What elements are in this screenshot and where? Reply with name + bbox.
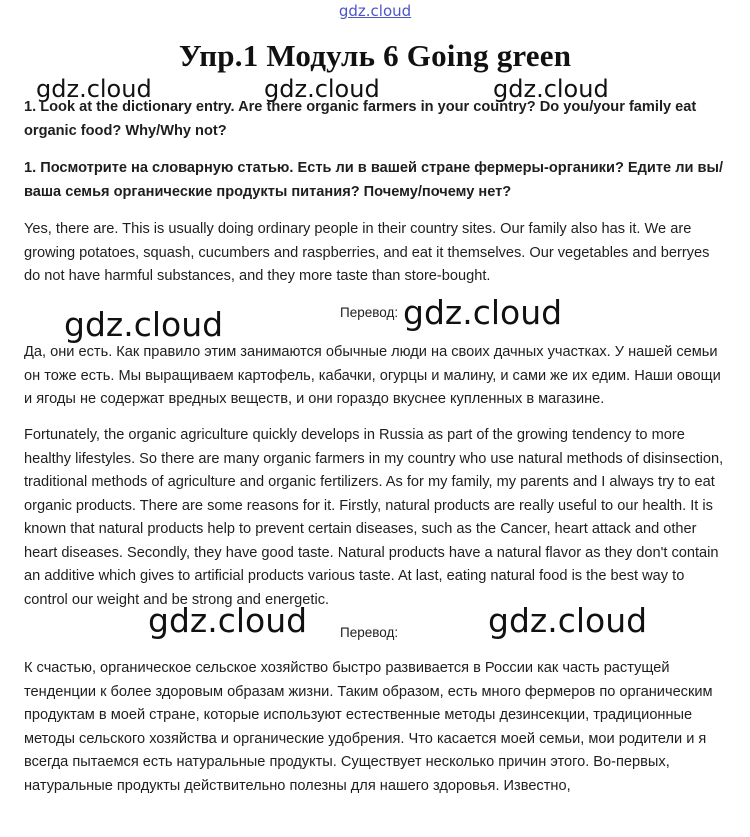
- task-russian: 1. Посмотрите на словарную статью. Есть ли в вашей стране фермеры-органики? Едите ли вы/ваша семья органические продукты питания? Почему/почему нет?: [24, 160, 724, 200]
- page-title: Упр.1 Модуль 6 Going green: [178, 38, 572, 73]
- watermark: gdz.cloud: [64, 305, 224, 344]
- answer-2-russian: К счастью, органическое сельское хозяйство быстро развивается в России как часть растущей тенденции к более здоровым образам жизни. Таким образом, есть много фермеров по органическим продуктам в моей стране, которые используют естественные методы дезинсекции, традиционные методы сельского хозяйства и органические удобрения. Что касается моей семьи, мои родители и я всегда пытаемся есть натуральные продукты. Существует несколько причин этого. Во-первых, натуральные продукты действительно полезны для нашего здоровья. Известно,: [24, 660, 713, 794]
- translation-label: Перевод:: [340, 305, 399, 320]
- watermark: gdz.cloud: [488, 601, 648, 640]
- watermark: gdz.cloud: [148, 601, 308, 640]
- answer-1-russian: Да, они есть. Как правило этим занимаются обычные люди на своих дачных участках. У нашей семьи он тоже есть. Мы выращиваем картофель, кабачки, огурцы и малину, и сами же их едим. Наши овощи и ягоды не содержат вредных веществ, и они гораздо вкуснее купленных в магазине.: [24, 344, 721, 407]
- translation-label: Перевод:: [340, 625, 399, 640]
- task-english: 1. Look at the dictionary entry. Are there organic farmers in your country? Do you/your family eat organic food? Why/Why not?: [24, 99, 697, 139]
- watermark: gdz.cloud: [36, 75, 152, 103]
- answer-2-english: Fortunately, the organic agriculture quickly develops in Russia as part of the growing tendency to more healthy lifestyles. So there are many organic farmers in my country who use natural methods of disinsection, traditional methods of agriculture and organic fertilizers. As for my family, my parents and I always try to eat organic products. There are some reasons for it. Firstly, natural products are really useful to our health. It is known that natural products help to prevent certain diseases, such as the Cancer, heart attack and other heart diseases. Secondly, they have good taste. Natural products have a natural flavor as they don't contain an additive which gives to artificial products various taste. At last, eating natural food is the best way to control our weight and be strong and energetic.: [24, 427, 724, 608]
- site-link[interactable]: gdz.cloud: [338, 2, 412, 20]
- watermark: gdz.cloud: [403, 293, 563, 332]
- watermark: gdz.cloud: [493, 75, 609, 103]
- watermark: gdz.cloud: [264, 75, 380, 103]
- answer-1-english: Yes, there are. This is usually doing ordinary people in their country sites. Our family also has it. We are growing potatoes, squash, cucumbers and raspberries, and eat it themselves. Our vegetables and berryes do not have harmful substances, and they more taste than store-bought.: [24, 221, 710, 284]
